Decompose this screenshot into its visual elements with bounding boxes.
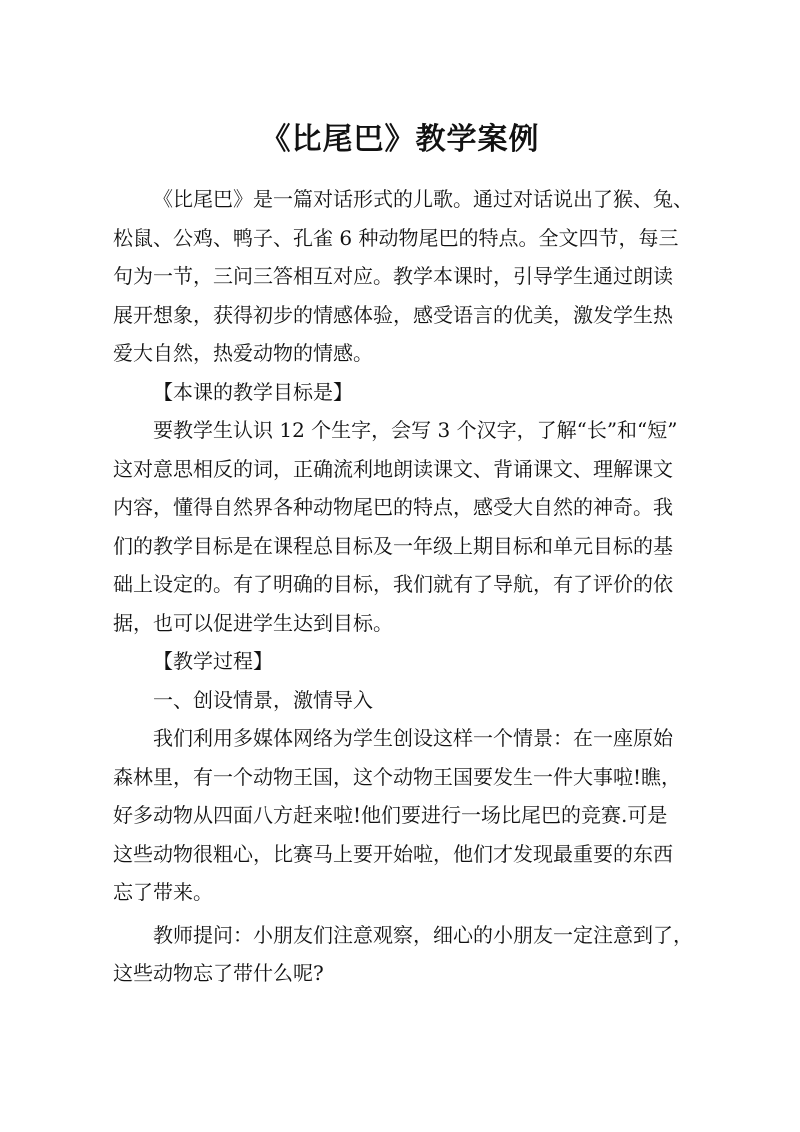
text-line: 这些动物很粗心，比赛马上要开始啦，他们才发现最重要的东西 — [113, 841, 673, 866]
text-line: 据，也可以促进学生达到目标。 — [113, 610, 393, 635]
text-line: 森林里，有一个动物王国，这个动物王国要发生一件大事啦!瞧， — [113, 764, 682, 789]
text-line: 础上设定的。有了明确的目标，我们就有了导航，有了评价的依 — [113, 572, 673, 596]
intro-paragraph — [113, 180, 698, 373]
text-line: 这些动物忘了带什么呢? — [113, 961, 324, 985]
section-heading-process — [113, 642, 698, 681]
text-line: 好多动物从四面八方赶来啦!他们要进行一场比尾巴的竞赛.可是 — [113, 803, 668, 827]
text-line: 松鼠、公鸡、鸭子、孔雀 6 种动物尾巴的特点。全文四节，每三 — [113, 225, 679, 250]
text-line: 要教学生认识 12 个生字，会写 3 个汉字，了解“长”和“短” — [153, 418, 678, 442]
question-paragraph — [113, 916, 698, 993]
document-title: 《比尾巴》教学案例 — [260, 122, 540, 157]
text-line: 【本课的教学目标是】 — [153, 379, 353, 404]
document-body — [113, 180, 698, 993]
section-heading-objectives — [113, 373, 698, 412]
text-line: 一、创设情景，激情导入 — [153, 687, 373, 712]
text-line: 忘了带来。 — [113, 880, 213, 904]
text-line: 【教学过程】 — [153, 649, 273, 673]
text-line: 们的教学目标是在课程总目标及一年级上期目标和单元目标的基 — [113, 533, 673, 558]
scenario-paragraph — [113, 719, 698, 912]
text-line: 我们利用多媒体网络为学生创设这样一个情景：在一座原始 — [153, 726, 673, 750]
text-line: 内容，懂得自然界各种动物尾巴的特点，感受大自然的神奇。我 — [113, 495, 673, 519]
text-line: 教师提问：小朋友们注意观察，细心的小朋友一定注意到了， — [153, 922, 693, 947]
text-line: 展开想象，获得初步的情感体验，感受语言的优美，激发学生热 — [113, 302, 673, 327]
text-line: 爱大自然，热爱动物的情感。 — [113, 341, 373, 365]
text-line: 句为一节，三问三答相互对应。教学本课时，引导学生通过朗读 — [113, 264, 673, 288]
text-line: 这对意思相反的词，正确流利地朗读课文、背诵课文、理解课文 — [113, 456, 673, 481]
text-line: 《比尾巴》是一篇对话形式的儿歌。通过对话说出了猴、兔、 — [153, 187, 693, 211]
subsection-heading-intro — [113, 681, 698, 720]
objectives-paragraph — [113, 411, 698, 642]
